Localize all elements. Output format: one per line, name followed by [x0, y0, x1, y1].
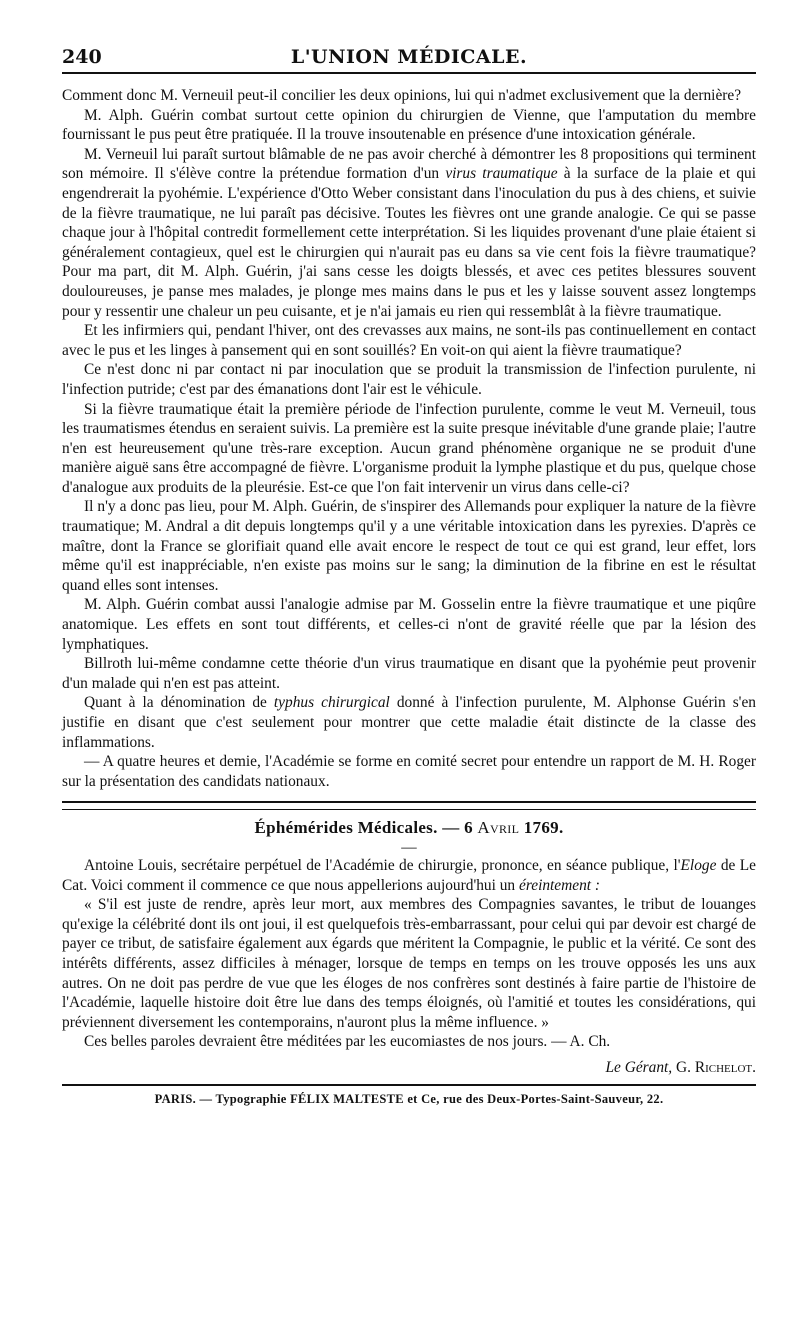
- paragraph-11: — A quatre heures et demie, l'Académie se forme en comité secret pour entendre un rapport de M. H. Roger sur la présentation des candidats nationaux.: [62, 753, 756, 790]
- paragraph-7: Il n'y a donc pas lieu, pour M. Alph. Guérin, de s'inspirer des Allemands pour expliquer la nature de la fièvre traumatique; M. Andral a dit depuis longtemps qu'il y a une véritable intoxication dans les pyrexies. D'après ce maître, dont la France se glorifiait quand elle avait encore le respect de tout ce qui est grand, leur effet, lors même qu'il est inappréciable, n'en existe pas moins sur le sang; la diminution de la fibrine en est le résultat quand elles sont intenses.: [62, 498, 756, 594]
- paragraph-8: M. Alph. Guérin combat aussi l'analogie admise par M. Gosselin entre la fièvre traumatique et une piqûre anatomique. Les effets en sont tout différents, et celles-ci n'ont de gravité réelle que par la lésion des lymphatiques.: [62, 596, 756, 653]
- paragraph-10: Quant à la dénomination de typhus chirurgical donné à l'infection purulente, M. Alphonse Guérin s'en justifie en disant que c'est seulement pour montrer que cette maladie était distincte de la classe des inflammations.: [62, 694, 756, 751]
- ephemerides-paragraph-3: Ces belles paroles devraient être méditées par les eucomiastes de nos jours. — A. Ch.: [84, 1033, 611, 1051]
- paragraph-2: M. Alph. Guérin combat surtout cette opinion du chirurgien de Vienne, que l'amputation du membre fournissant le pus peut être pratiquée. Il la trouve insoutenable en présence d'une intoxication générale.: [62, 106, 756, 144]
- signature: Le Gérant, G. Richelot.: [605, 1058, 756, 1076]
- paragraph-6: Si la fièvre traumatique était la première période de l'infection purulente, comme le veut M. Verneuil, tous les traumatismes étendus en seraient suivis. La première est la suite presque inévitable d'une grande plaie; l'autre n'en est heureusement qu'une très-rare exception. Aucun grand phénomène organique ne se produit d'une manière aiguë sans être accompagné de fièvre. L'organisme produit la lymphe plastique et du pus, quelque chose d'analogue aux produits de la pleurésie. Est-ce que l'on fait intervenir un virus dans celle-ci?: [62, 400, 756, 496]
- ephemerides-title: Éphémérides Médicales. — 6 Avril 1769.: [254, 818, 564, 838]
- running-title: L'UNION MÉDICALE.: [290, 46, 528, 68]
- printer-imprint: PARIS. — Typographie FÉLIX MALTESTE et Ce, rue des Deux-Portes-Saint-Sauveur, 22.: [154, 1091, 664, 1106]
- virus-traumatique-term: virus traumatique: [445, 165, 558, 183]
- paragraph-9: Billroth lui-même condamne cette théorie d'un virus traumatique en disant que la pyohémie peut provenir d'un malade qui n'en est pas atteint.: [62, 655, 756, 692]
- paragraph-1: Comment donc M. Verneuil peut-il concilier les deux opinions, lui qui n'admet exclusivement que la dernière?: [62, 87, 742, 104]
- ephemerides-paragraph-1: Antoine Louis, secrétaire perpétuel de l'Académie de chirurgie, prononce, en séance publique, l'Eloge de Le Cat. Voici comment il commence ce que nous appellerions aujourd'hui un éreintement :: [62, 856, 756, 894]
- paragraph-5: Ce n'est donc ni par contact ni par inoculation que se produit la transmission de l'infection purulente, ni l'infection putride; c'est par des émanations dont l'air est le véhicule.: [62, 361, 756, 398]
- footer-rule: [62, 1084, 756, 1086]
- article-column: [62, 86, 756, 1109]
- header-rule: [62, 72, 756, 74]
- paragraph-3: M. Verneuil lui paraît surtout blâmable de ne pas avoir cherché à démontrer les 8 propositions qui terminent son mémoire. Il s'élève contre la prétendue formation d'un virus traumatique à la surface de la plaie et qui engendrerait la pyohémie. L'expérience d'Otto Weber consistant dans l'inoculation du pus à des chiens, et suivie de la fièvre traumatique, ne lui paraît pas décisive. Toutes les fièvres ont une grande analogie. Ce qui se passe chaque jour à l'hôpital contredit formellement cette interprétation. Si les liquides provenant d'une plaie étaient si généralement contagieux, quel est le chirurgien qui n'aurait pas eu dans sa vie cent fois la fièvre traumatique? Pour ma part, dit M. Alph. Guérin, j'ai sans cesse les doigts blessés, et avec ces petites blessures souvent douloureuses, je panse mes malades, je plonge mes mains dans le pus et les y laisse souvent assez longtemps pour y ressentir une chaleur un peu cuisante, et je n'ai jamais eu rien qui ressemblât à la fièvre traumatique.: [62, 145, 756, 320]
- page-number: 240: [62, 46, 102, 68]
- title-dash: —: [401, 838, 417, 856]
- section-separator: [62, 801, 756, 810]
- page-header: [62, 40, 756, 74]
- ephemerides-quote: « S'il est juste de rendre, après leur mort, aux membres des Compagnies savantes, le tribut de louanges qu'exige la célébrité dont ils ont joui, il est quelquefois très-embarrassant, pour celui qui par devoir est chargé de payer ce tribut, de satisfaire également aux égards que méritent la Compagnie, le public et la vérité. Ce sont des intérêts différents, assez difficiles à ménager, lorsque de temps en temps on les trouve opposés les uns aux autres. On ne doit pas perdre de vue que les éloges de nos confrères sont destinés à faire partie de l'histoire de l'Académie, laquelle histoire doit être lue dans des temps éloignés, où l'amitié et toutes les considérations, qui préviennent diversement les contemporains, n'auront plus la même influence. »: [62, 896, 756, 1031]
- typhus-chirurgical-term: typhus chirurgical: [273, 694, 390, 712]
- paragraph-4: Et les infirmiers qui, pendant l'hiver, ont des crevasses aux mains, ne sont-ils pas continuellement en contact avec le pus et les linges à pansement qui en sont souillés? En voit-on qui aient la fièvre traumatique?: [62, 322, 756, 359]
